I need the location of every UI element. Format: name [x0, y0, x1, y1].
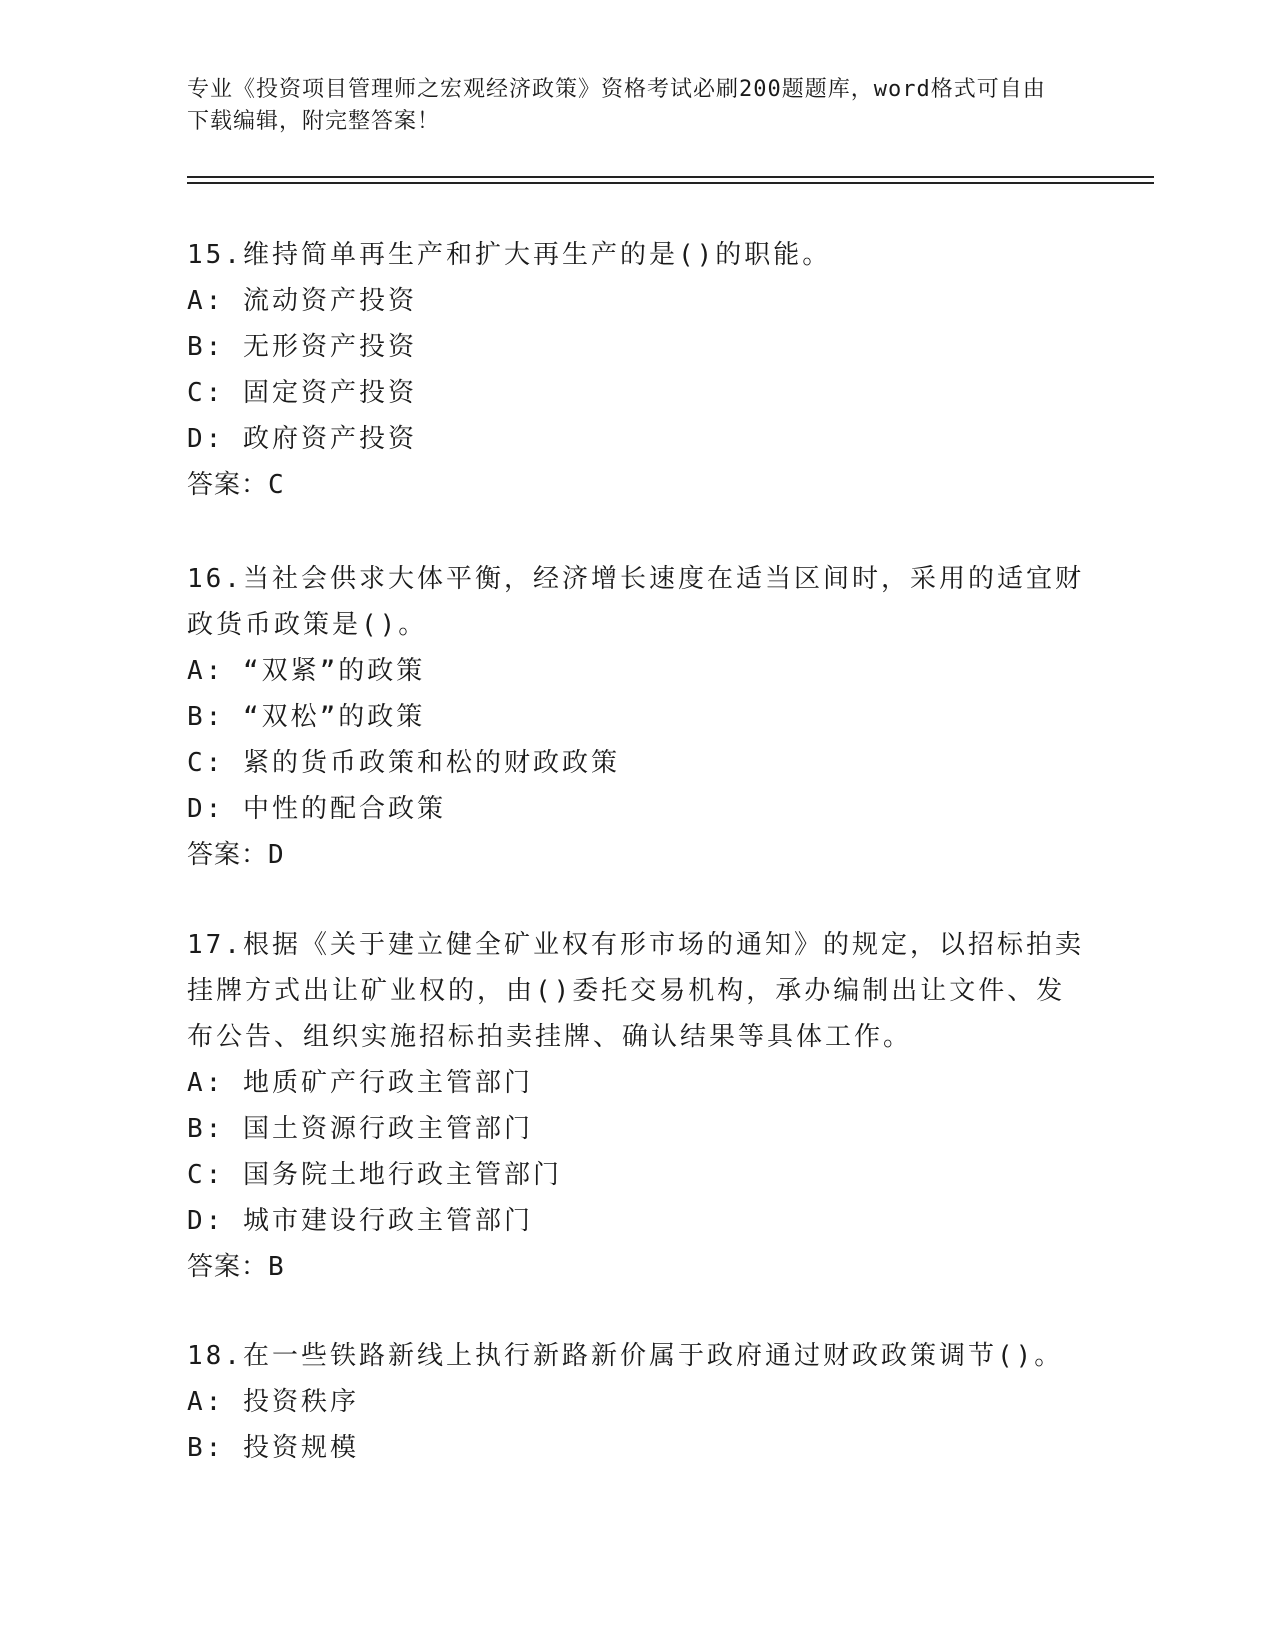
answer: 答案：B [187, 1252, 285, 1282]
option-a: A: “双紧”的政策 [187, 656, 426, 686]
answer: 答案：D [187, 840, 285, 870]
option-c: C: 国务院土地行政主管部门 [187, 1160, 562, 1190]
option-d: D: 政府资产投资 [187, 424, 417, 454]
option-d: D: 城市建设行政主管部门 [187, 1206, 533, 1236]
question-stem: 18.在一些铁路新线上执行新路新价属于政府通过财政政策调节()。 [187, 1341, 1064, 1371]
option-a: A: 地质矿产行政主管部门 [187, 1068, 533, 1098]
option-b: B: 投资规模 [187, 1433, 359, 1463]
option-b: B: “双松”的政策 [187, 702, 426, 732]
question-17 [187, 922, 1087, 1290]
question-stem: 17.根据《关于建立健全矿业权有形市场的通知》的规定，以招标拍卖挂牌方式出让矿业权的，由()委托交易机构，承办编制出让文件、发布公告、组织实施招标拍卖挂牌、确认结果等具体工作。 [187, 930, 1084, 1052]
question-15 [187, 232, 1087, 508]
option-b: B: 国土资源行政主管部门 [187, 1114, 533, 1144]
header-divider-top [187, 176, 1154, 178]
question-stem: 16.当社会供求大体平衡，经济增长速度在适当区间时，采用的适宜财政货币政策是()。 [187, 564, 1084, 640]
question-stem: 15.维持简单再生产和扩大再生产的是()的职能。 [187, 240, 832, 270]
question-16 [187, 556, 1087, 878]
option-b: B: 无形资产投资 [187, 332, 417, 362]
answer: 答案：C [187, 470, 285, 500]
option-d: D: 中性的配合政策 [187, 794, 446, 824]
document-header: 专业《投资项目管理师之宏观经济政策》资格考试必刷200题题库，word格式可自由下载编辑，附完整答案！ [187, 77, 1046, 134]
question-18 [187, 1333, 1087, 1471]
option-a: A: 投资秩序 [187, 1387, 359, 1417]
option-c: C: 紧的货币政策和松的财政政策 [187, 748, 620, 778]
option-c: C: 固定资产投资 [187, 378, 417, 408]
header-divider-bottom [187, 182, 1154, 184]
option-a: A: 流动资产投资 [187, 286, 417, 316]
